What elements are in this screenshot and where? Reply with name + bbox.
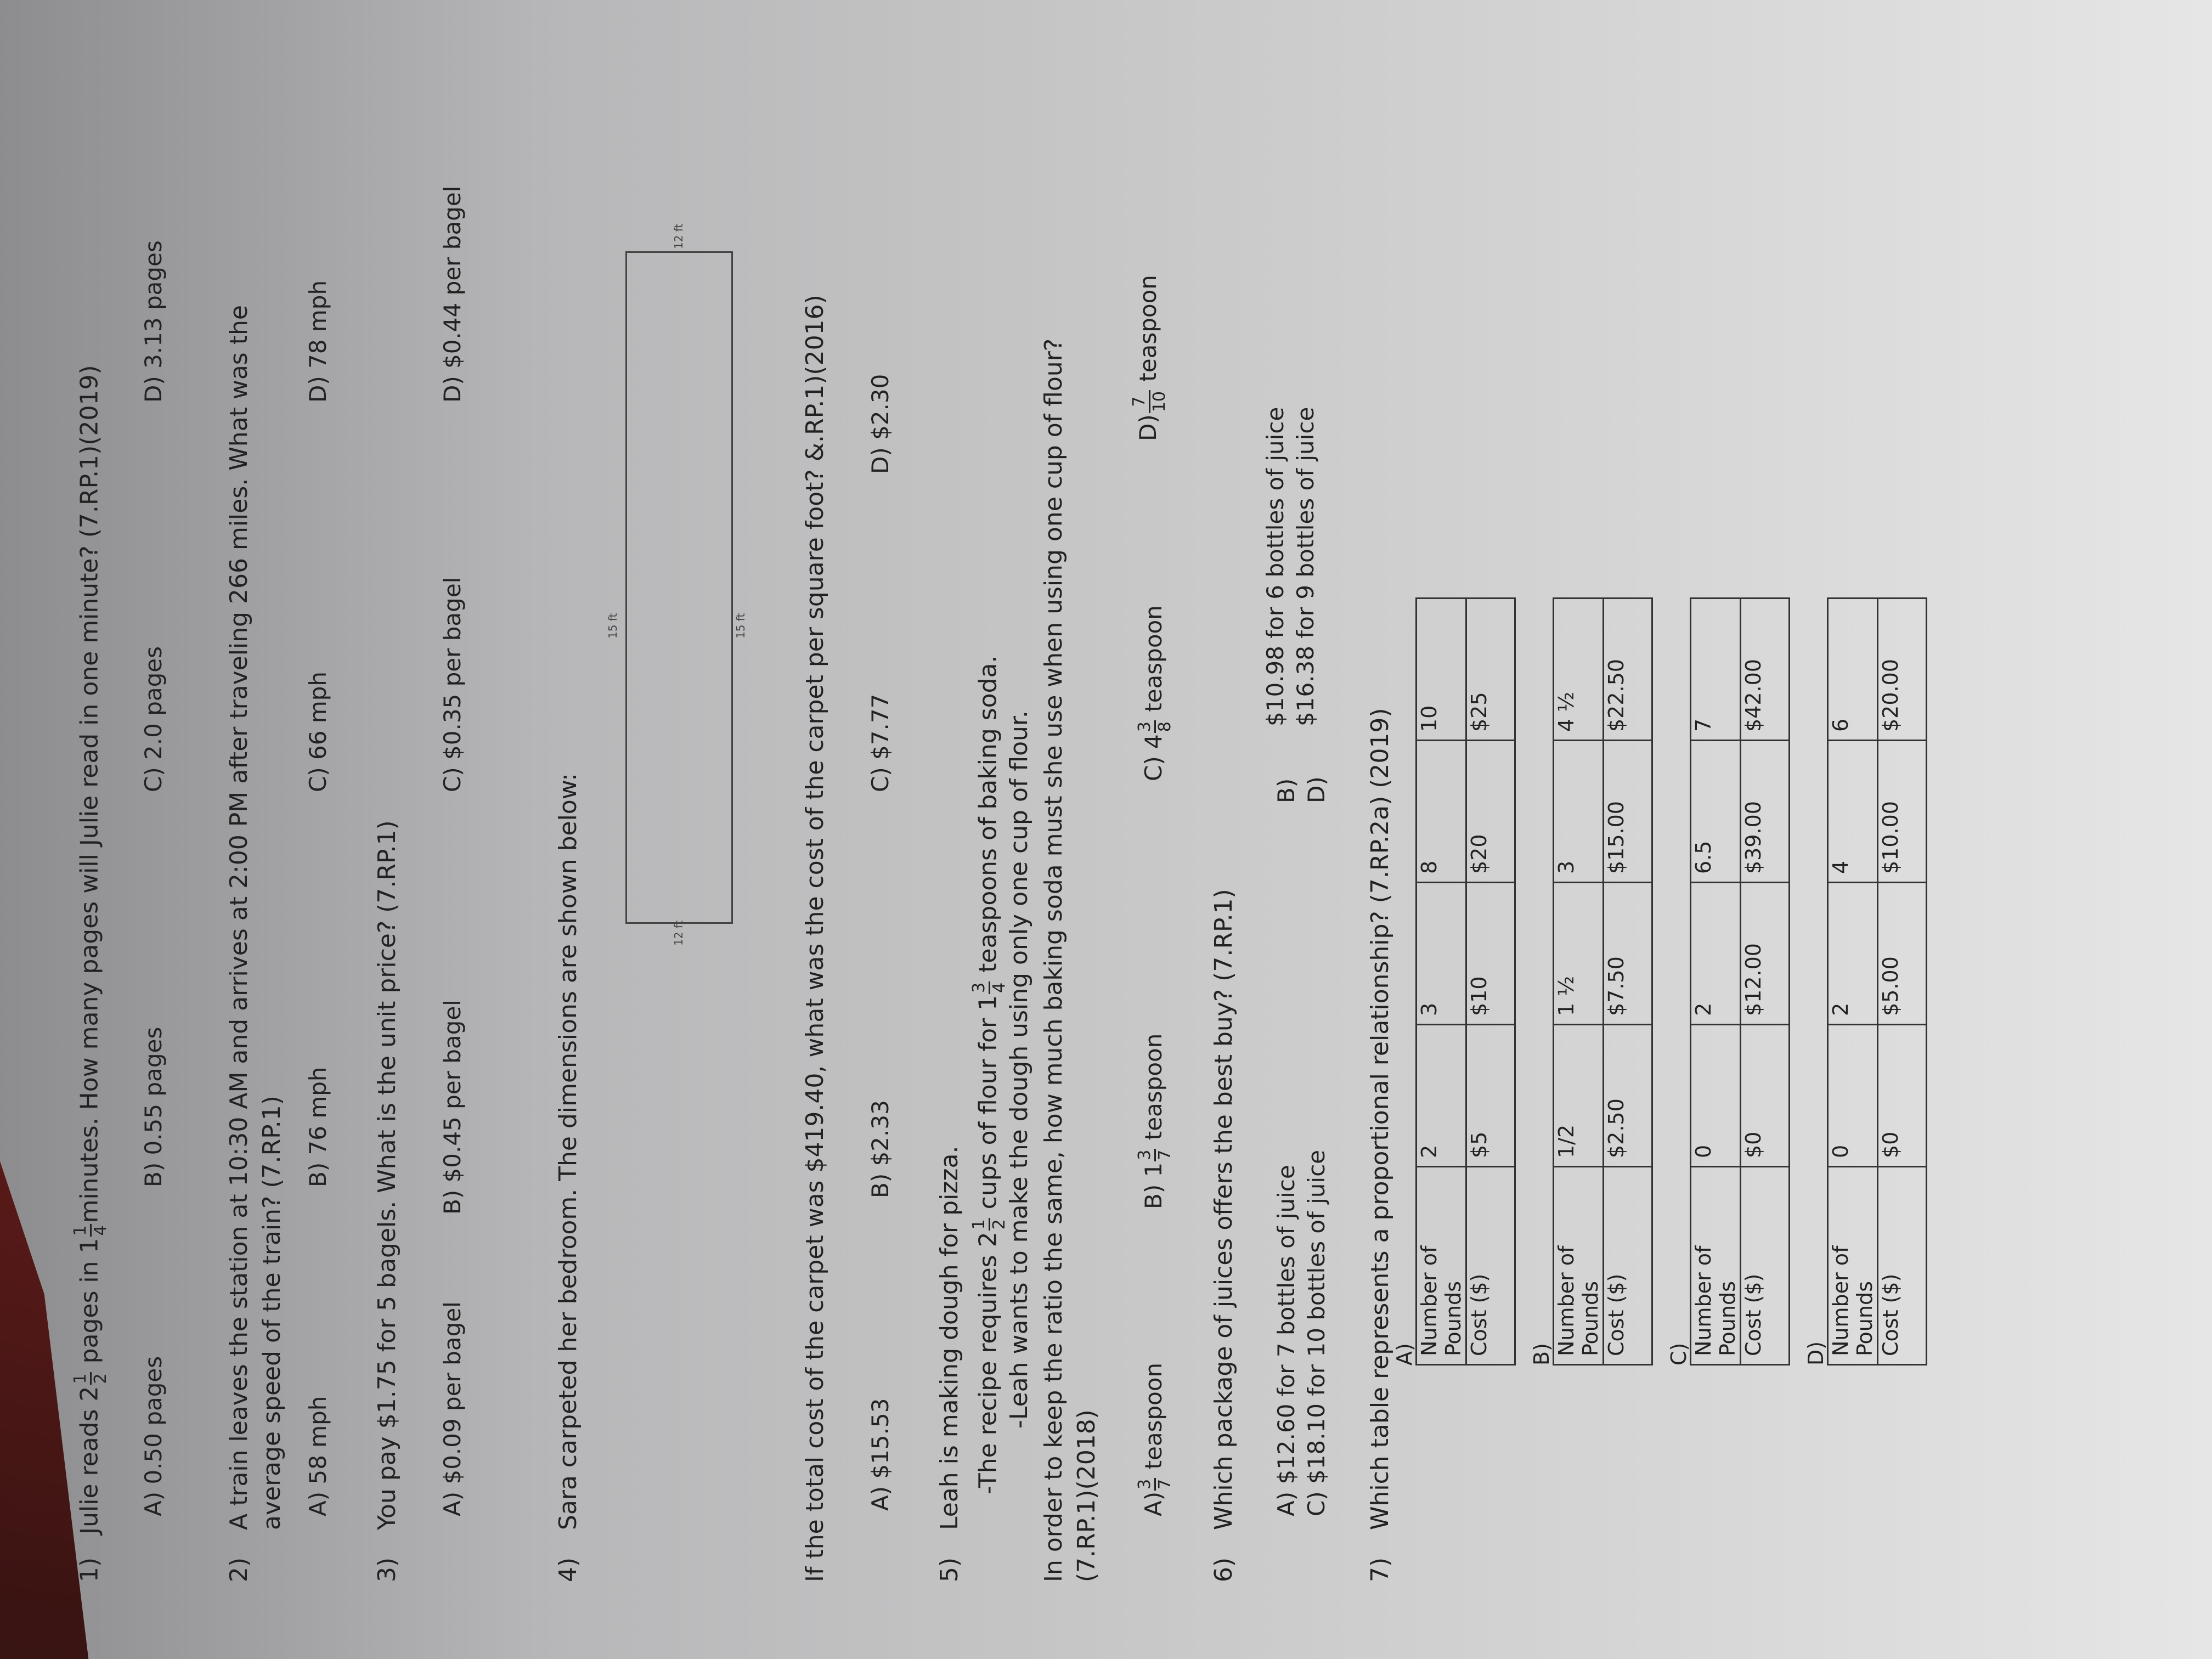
table-cell: 2 (1417, 1025, 1466, 1167)
q4-option-c[interactable]: C) $7.77 (867, 693, 894, 792)
table-b[interactable] (1553, 597, 1653, 1365)
table-row (1878, 599, 1927, 1365)
q3-text: You pay $1.75 for 5 bagels. What is the unit price? (7.RP.1) (373, 820, 401, 1530)
q2-text-line-1: A train leaves the station at 10:30 AM and arrives at 2:00 PM after traveling 266 miles. What was the (225, 305, 253, 1530)
table-cell: Number of Pounds (1691, 1167, 1741, 1365)
q2-number: 2) (225, 1557, 253, 1582)
table-cell: $22.50 (1604, 599, 1652, 741)
q1-text-mid: pages in 1 (75, 1238, 104, 1364)
dim-bottom-label: 15 ft (734, 613, 747, 639)
q5-option-b-fraction: 3 7 (1135, 1149, 1175, 1160)
table-cell: $42.00 (1741, 599, 1790, 741)
table-d[interactable] (1827, 597, 1927, 1365)
table-cell: $10.00 (1878, 741, 1927, 883)
table-cell: 1/2 (1554, 1025, 1604, 1167)
dim-left-label: 12 ft (672, 920, 685, 946)
table-cell: $5.00 (1878, 883, 1927, 1025)
q6-option-b-label[interactable]: B) (1273, 778, 1300, 803)
q1-option-c[interactable]: C) 2.0 pages (140, 646, 167, 792)
q6-option-b-text[interactable]: $10.98 for 6 bottles of juice (1262, 407, 1289, 726)
table-a-label: A) (1392, 1343, 1417, 1365)
q5-option-a-fraction: 3 7 (1135, 1479, 1175, 1489)
q6-option-d-label[interactable]: D) (1303, 776, 1330, 803)
table-cell: $39.00 (1741, 741, 1790, 883)
table-cell: 2 (1828, 883, 1878, 1025)
q5-text-line-4: In order to keep the ratio the same, how much baking soda must she use when using one cup of flour? (1040, 338, 1068, 1582)
q1-number: 1) (75, 1557, 104, 1582)
q1-option-b[interactable]: B) 0.55 pages (140, 1026, 167, 1187)
table-cell: $7.50 (1604, 883, 1652, 1025)
table-c-label: C) (1667, 1342, 1691, 1365)
table-cell: 2 (1691, 883, 1741, 1025)
table-cell: 7 (1691, 599, 1741, 741)
q6-text: Which package of juices offers the best buy? (7.RP.1) (1210, 889, 1238, 1530)
q2-option-d[interactable]: D) 78 mph (304, 280, 331, 403)
q1-text-pre: Julie reads 2 (75, 1386, 104, 1534)
q1-text-post: minutes. How many pages will Julie read in one minute? (7.RP.1)(2019) (75, 365, 104, 1223)
q1-fraction-1: 1 2 (71, 1373, 110, 1384)
table-cell: $20.00 (1878, 599, 1927, 741)
table-b-label: B) (1530, 1343, 1554, 1365)
q5-text-line-3: -Leah wants to make the dough using only one cup of flour. (1005, 710, 1033, 1429)
table-cell: 6.5 (1691, 741, 1741, 883)
q6-option-c[interactable]: C) $18.10 for 10 bottles of juice (1303, 1149, 1330, 1516)
table-c[interactable] (1690, 597, 1790, 1365)
q6-number: 6) (1210, 1557, 1238, 1582)
q3-option-b[interactable]: B) $0.45 per bagel (439, 1000, 466, 1215)
table-row (1828, 599, 1878, 1365)
q2-option-c[interactable]: C) 66 mph (304, 671, 331, 792)
table-cell: 4 ½ (1554, 599, 1604, 741)
table-cell: 6 (1828, 599, 1878, 741)
table-cell: Cost ($) (1878, 1167, 1927, 1365)
table-cell: 10 (1417, 599, 1466, 741)
q5-option-a[interactable]: A) 3 7 teaspoon (1135, 1362, 1175, 1516)
q1-option-d[interactable]: D) 3.13 pages (140, 240, 167, 403)
q4-option-a[interactable]: A) $15.53 (867, 1398, 894, 1511)
table-cell: Cost ($) (1466, 1167, 1515, 1365)
q7-text: Which table represents a proportional relationship? (7.RP.2a) (2019) (1366, 708, 1394, 1530)
q2-option-b[interactable]: B) 76 mph (304, 1066, 331, 1187)
dim-top-label: 15 ft (606, 613, 619, 639)
table-cell: Cost ($) (1741, 1167, 1790, 1365)
table-cell: Number of Pounds (1554, 1167, 1604, 1365)
q4-text: Sara carpeted her bedroom. The dimensions are shown below: (554, 772, 582, 1530)
table-cell: Number of Pounds (1417, 1167, 1466, 1365)
table-cell: $5 (1466, 1025, 1515, 1167)
q7-number: 7) (1366, 1557, 1394, 1582)
q3-number: 3) (373, 1557, 401, 1582)
q2-option-a[interactable]: A) 58 mph (304, 1396, 331, 1516)
table-cell: 0 (1828, 1025, 1878, 1167)
table-cell: $20 (1466, 741, 1515, 883)
q4-question: If the total cost of the carpet was $419.40, what was the cost of the carpet per square foot? &.RP.1)(2016) (801, 295, 829, 1582)
q5-number: 5) (935, 1557, 963, 1582)
q2-text-line-2: average speed of the train? (7.RP.1) (258, 1096, 286, 1530)
table-cell: 3 (1417, 883, 1466, 1025)
table-row (1466, 599, 1515, 1365)
q6-option-a[interactable]: A) $12.60 for 7 bottles of juice (1273, 1165, 1300, 1516)
question-1 (71, 365, 110, 1582)
q5-text-line-5: (7.RP.1)(2018) (1073, 1409, 1101, 1582)
table-cell: Number of Pounds (1828, 1167, 1878, 1365)
table-cell: $25 (1466, 599, 1515, 741)
q5-option-d-fraction: 7 10 (1130, 391, 1169, 413)
q6-option-d-text[interactable]: $16.38 for 9 bottles of juice (1292, 407, 1319, 726)
table-row (1417, 599, 1466, 1365)
dim-right-label: 12 ft (672, 223, 685, 249)
q1-option-a[interactable]: A) 0.50 pages (140, 1356, 167, 1516)
table-row (1691, 599, 1741, 1365)
table-cell: $2.50 (1604, 1025, 1652, 1167)
q1-fraction-2: 1 4 (71, 1225, 110, 1236)
table-cell: 0 (1691, 1025, 1741, 1167)
table-cell: 4 (1828, 741, 1878, 883)
q5-text-line-1: Leah is making dough for pizza. (935, 1146, 963, 1530)
q5-text-line-2: -The recipe requires 2 1 2 cups of flour for 1 3 4 teaspoons of baking soda. (969, 655, 1009, 1494)
table-cell: Cost ($) (1604, 1167, 1652, 1365)
table-cell: $15.00 (1604, 741, 1652, 883)
table-row (1604, 599, 1652, 1365)
table-cell: 3 (1554, 741, 1604, 883)
table-cell: 1 ½ (1554, 883, 1604, 1025)
table-cell: 8 (1417, 741, 1466, 883)
table-row (1554, 599, 1604, 1365)
table-a[interactable] (1415, 597, 1516, 1365)
table-cell: $10 (1466, 883, 1515, 1025)
table-cell: $12.00 (1741, 883, 1790, 1025)
room-rectangle (625, 251, 733, 924)
q3-option-a[interactable]: A) $0.09 per bagel (439, 1301, 466, 1516)
table-cell: $0 (1741, 1025, 1790, 1167)
q5-option-c[interactable]: C) 4 3 8 teaspoon (1135, 605, 1175, 781)
q5-option-c-fraction: 3 8 (1135, 721, 1175, 732)
q3-option-c[interactable]: C) $0.35 per bagel (439, 577, 466, 792)
q5-fraction-1: 1 2 (969, 1219, 1009, 1230)
table-cell: $0 (1878, 1025, 1927, 1167)
q3-option-d[interactable]: D) $0.44 per bagel (439, 185, 466, 403)
q4-option-d[interactable]: D) $2.30 (867, 374, 894, 474)
table-d-label: D) (1804, 1341, 1828, 1365)
q5-fraction-2: 3 4 (969, 982, 1009, 993)
q4-option-b[interactable]: B) $2.33 (867, 1100, 894, 1198)
q4-number: 4) (554, 1557, 582, 1582)
q5-option-d[interactable]: D) 7 10 teaspoon (1130, 275, 1169, 441)
table-row (1741, 599, 1790, 1365)
q5-option-b[interactable]: B) 1 3 7 teaspoon (1135, 1033, 1175, 1209)
